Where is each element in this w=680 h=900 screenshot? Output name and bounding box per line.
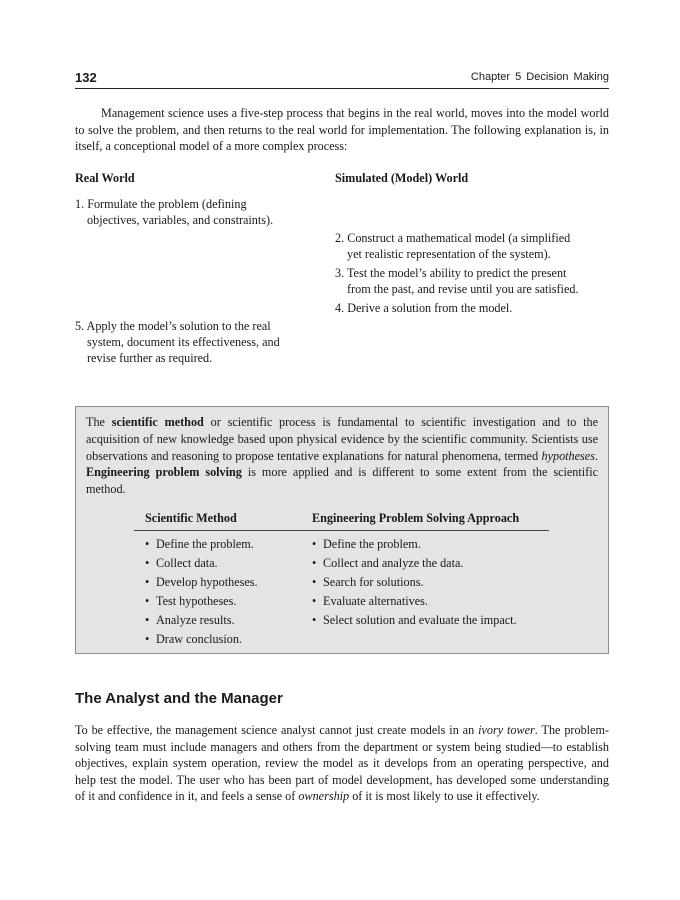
list-item <box>145 535 258 554</box>
list-item <box>312 535 517 554</box>
item-text: Test hypotheses. <box>156 594 237 608</box>
process-step-4 <box>335 300 512 316</box>
list-item <box>145 592 258 611</box>
step-line: yet realistic representation of the system). <box>347 247 551 261</box>
text-run: or scientific process is fundamental to scientific investigation and to the acquisition of new knowledge based upon physical evidence by the scientific community. Scientists use observations and reasoning to propose tentative explanations for natural phenomena, termed <box>86 415 599 463</box>
process-step-2 <box>335 230 570 262</box>
sidebar-paragraph <box>86 414 598 498</box>
bullet: • <box>145 537 150 551</box>
text-run: is more applied and is different to some extent from the scientific method. <box>86 465 598 497</box>
chapter-title: Chapter 5 Decision Making <box>470 71 609 83</box>
item-text: Define the problem. <box>323 537 421 551</box>
item-text: Develop hypotheses. <box>156 575 258 589</box>
list-item <box>145 611 258 630</box>
step-line: system, document its effectiveness, and <box>87 335 280 349</box>
book-page <box>75 0 609 900</box>
text-run: The <box>86 415 112 429</box>
item-text: Evaluate alternatives. <box>323 594 428 608</box>
item-text: Collect data. <box>156 556 218 570</box>
process-step-3 <box>335 265 579 297</box>
list-item <box>145 554 258 573</box>
step-line: revise further as required. <box>87 351 213 365</box>
scientific-method-sidebar <box>75 406 609 654</box>
step-line: objectives, variables, and constraints). <box>87 213 274 227</box>
item-text: Search for solutions. <box>323 575 424 589</box>
bullet: • <box>145 575 150 589</box>
running-header <box>75 70 609 88</box>
list-item <box>312 573 517 592</box>
term-scientific-method: scientific method <box>111 415 204 429</box>
header-rule <box>75 88 609 89</box>
engineering-approach-list <box>312 535 517 630</box>
term-ownership: ownership <box>298 789 350 803</box>
item-text: Collect and analyze the data. <box>323 556 464 570</box>
item-text: Draw conclusion. <box>156 632 242 646</box>
bullet: • <box>312 537 317 551</box>
text-run: To be effective, the management science analyst cannot just create models in an <box>75 723 479 737</box>
bullet: • <box>312 594 317 608</box>
bullet: • <box>145 613 150 627</box>
bullet: • <box>145 594 150 608</box>
text-run: . <box>594 448 598 463</box>
list-item <box>312 592 517 611</box>
col-heading-scientific-method: Scientific Method <box>145 511 237 525</box>
term-ivory-tower: ivory tower <box>478 723 535 737</box>
step-line: 5. Apply the model’s solution to the real <box>75 319 271 333</box>
list-item <box>145 630 258 649</box>
item-text: Select solution and evaluate the impact. <box>323 613 517 627</box>
process-step-5 <box>75 318 280 366</box>
step-line: 2. Construct a mathematical model (a simplified <box>335 231 571 245</box>
section-paragraph <box>75 722 609 805</box>
intro-paragraph: Management science uses a five-step process that begins in the real world, moves into the model world to solve the problem, and then returns to the real world for implementation. The following explanation is, in itself, a conceptional model of a more complex process: <box>75 106 609 153</box>
step-line: 1. Formulate the problem (defining <box>75 197 247 211</box>
model-world-heading: Simulated (Model) World <box>335 171 469 185</box>
bullet: • <box>312 613 317 627</box>
bullet: • <box>312 575 317 589</box>
bullet: • <box>145 632 150 646</box>
real-world-heading: Real World <box>75 171 135 185</box>
list-item <box>312 611 517 630</box>
bullet: • <box>312 556 317 570</box>
scientific-method-list <box>145 535 258 649</box>
item-text: Define the problem. <box>156 537 254 551</box>
bullet: • <box>145 556 150 570</box>
step-line: from the past, and revise until you are satisfied. <box>347 282 579 296</box>
table-rule <box>134 530 549 531</box>
step-line: 3. Test the model’s ability to predict the present <box>335 266 567 280</box>
text-run: of it is most likely to use it effectively. <box>349 789 540 803</box>
term-hypotheses: hypotheses <box>541 448 595 463</box>
text-run: . The problem-solving team must include managers and others from the department or system being studied—to establish objectives, explain system operation, review the model as it develops from an operating perspective, and help test the model. The user who has been part of model development, has developed some understanding of it and confidence in it, and feels a sense of <box>75 723 610 803</box>
item-text: Analyze results. <box>156 613 235 627</box>
step-line: 4. Derive a solution from the model. <box>335 301 513 315</box>
section-heading: The Analyst and the Manager <box>75 690 283 707</box>
process-step-1 <box>75 196 273 228</box>
page-number: 132 <box>75 70 97 85</box>
list-item <box>145 573 258 592</box>
col-heading-engineering-approach: Engineering Problem Solving Approach <box>312 511 520 525</box>
term-engineering-problem-solving: Engineering problem solving <box>86 465 242 480</box>
list-item <box>312 554 517 573</box>
